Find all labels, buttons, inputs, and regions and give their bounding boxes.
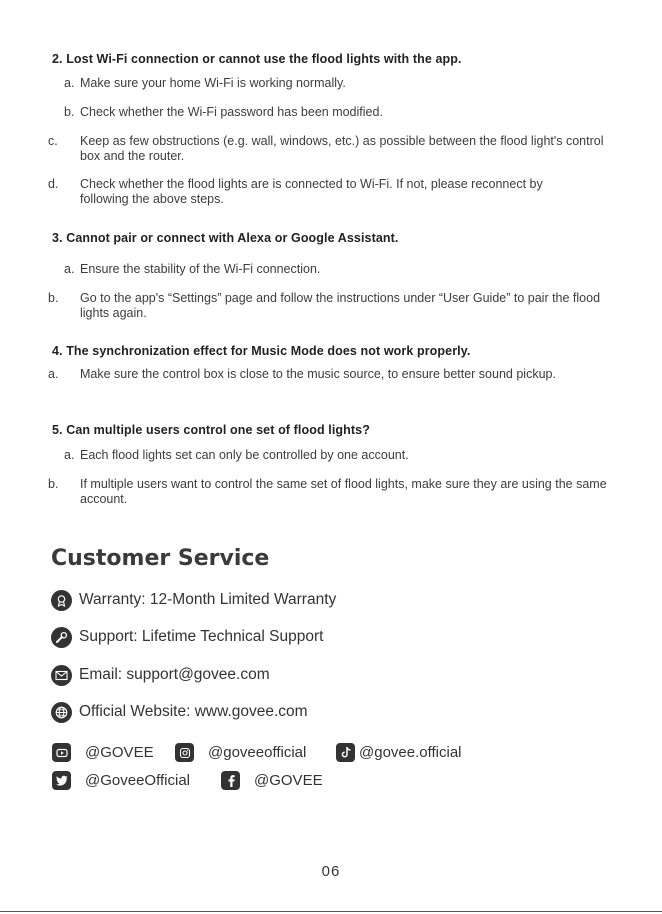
support-row	[51, 626, 323, 648]
item-text: Keep as few obstructions (e.g. wall, windows, etc.) as possible between the flood light's control box and the router.	[80, 134, 604, 163]
section-5-item-b	[48, 477, 640, 507]
instagram-icon	[175, 743, 194, 762]
item-letter: b.	[64, 105, 75, 119]
warranty-row	[51, 589, 336, 611]
email-row	[51, 664, 270, 686]
item-text: Go to the app's “Settings” page and follow the instructions under “User Guide” to pair the flood lights again.	[80, 291, 601, 320]
customer-service-heading: Customer Service	[51, 546, 270, 571]
page-number: 06	[321, 863, 341, 880]
section-5-item-a	[64, 448, 624, 463]
item-letter: a.	[64, 448, 75, 462]
section-2-item-d	[48, 177, 580, 207]
section-2-title: 2. Lost Wi-Fi connection or cannot use the flood lights with the app.	[52, 52, 462, 66]
item-text: Each flood lights set can only be controlled by one account.	[80, 448, 409, 462]
tiktok-icon	[336, 743, 355, 762]
item-letter: c.	[48, 134, 58, 148]
warranty-text: Warranty: 12-Month Limited Warranty	[79, 591, 337, 608]
section-4-title: 4. The synchronization effect for Music Mode does not work properly.	[52, 344, 471, 358]
section-3-title: 3. Cannot pair or connect with Alexa or Google Assistant.	[52, 231, 399, 245]
item-text: Ensure the stability of the Wi-Fi connection.	[80, 262, 321, 276]
item-text: Check whether the Wi-Fi password has been modified.	[80, 105, 383, 119]
tiktok-handle: @govee.official	[359, 744, 462, 761]
section-2-item-c	[48, 134, 610, 164]
item-letter: a.	[64, 262, 75, 276]
facebook-handle: @GOVEE	[254, 772, 323, 789]
support-text: Support: Lifetime Technical Support	[79, 628, 324, 645]
item-text: Check whether the flood lights are is connected to Wi-Fi. If not, please reconnect by following the above steps.	[80, 177, 543, 206]
website-row	[51, 701, 308, 723]
facebook-icon	[221, 771, 240, 790]
award-icon	[51, 590, 72, 611]
wrench-icon	[51, 627, 72, 648]
item-letter: a.	[48, 367, 59, 381]
section-3-item-a	[64, 262, 624, 277]
section-2-item-b	[64, 105, 624, 120]
bottom-rule	[0, 911, 662, 912]
item-letter: b.	[48, 477, 59, 491]
instagram-link[interactable]	[175, 743, 306, 762]
section-4-item-a	[48, 367, 630, 382]
item-letter: a.	[64, 76, 75, 90]
tiktok-link[interactable]	[336, 743, 462, 762]
facebook-link[interactable]	[221, 771, 323, 790]
section-3-item-b	[48, 291, 630, 321]
item-text: Make sure the control box is close to the music source, to ensure better sound pickup.	[80, 367, 556, 381]
youtube-link[interactable]	[52, 743, 154, 762]
section-5-title: 5. Can multiple users control one set of flood lights?	[52, 423, 370, 437]
twitter-icon	[52, 771, 71, 790]
youtube-icon	[52, 743, 71, 762]
twitter-handle: @GoveeOfficial	[85, 772, 190, 789]
item-letter: d.	[48, 177, 59, 191]
globe-icon	[51, 702, 72, 723]
item-text: Make sure your home Wi-Fi is working normally.	[80, 76, 346, 90]
youtube-handle: @GOVEE	[85, 744, 154, 761]
mail-icon	[51, 665, 72, 686]
item-text: If multiple users want to control the same set of flood lights, make sure they are using the same account.	[80, 477, 607, 506]
twitter-link[interactable]	[52, 771, 190, 790]
website-text[interactable]: Official Website: www.govee.com	[79, 703, 308, 720]
instagram-handle: @goveeofficial	[208, 744, 307, 761]
item-letter: b.	[48, 291, 59, 305]
email-text[interactable]: Email: support@govee.com	[79, 666, 270, 683]
section-2-item-a	[64, 76, 624, 91]
